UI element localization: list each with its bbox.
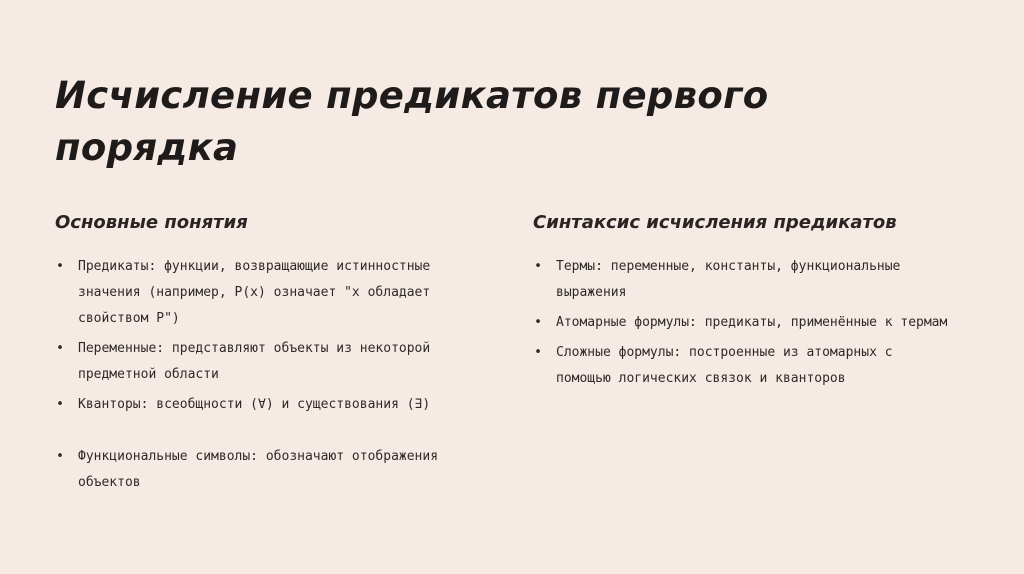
bullet-icon: •	[56, 397, 64, 412]
list-item-text: Функциональные символы: обозначают отображения объектов	[78, 449, 439, 490]
list-item	[533, 310, 953, 336]
list-item	[55, 444, 475, 496]
predicate-syntax-heading: Синтаксис исчисления предикатов	[533, 212, 897, 233]
list-item-text: Переменные: представляют объекты из некоторой предметной области	[78, 341, 431, 382]
list-item	[55, 336, 475, 388]
list-item-text: Кванторы: всеобщности (∀) и существования (∃)	[78, 397, 431, 412]
list-item	[55, 254, 475, 332]
basic-concepts-column	[55, 210, 475, 500]
basic-concepts-list	[55, 254, 475, 496]
basic-concepts-heading: Основные понятия	[55, 212, 248, 233]
slide-title: Исчисление предикатов первого порядка	[55, 74, 769, 169]
bullet-icon: •	[534, 259, 542, 274]
list-item-text: Термы: переменные, константы, функциональные выражения	[556, 259, 901, 300]
bullet-icon: •	[534, 315, 542, 330]
bullet-icon: •	[56, 341, 64, 356]
predicate-syntax-list	[533, 254, 953, 392]
list-item	[55, 392, 475, 418]
list-item	[533, 254, 953, 306]
list-item	[533, 340, 953, 392]
bullet-icon: •	[534, 345, 542, 360]
predicate-syntax-column	[533, 210, 953, 396]
bullet-icon: •	[56, 259, 64, 274]
list-item-text: Атомарные формулы: предикаты, применённые к термам	[556, 315, 948, 330]
list-item-text: Сложные формулы: построенные из атомарных с помощью логических связок и кванторов	[556, 345, 893, 386]
list-item-text: Предикаты: функции, возвращающие истинностные значения (например, P(x) означает "x обладает свойством P")	[78, 259, 431, 326]
bullet-icon: •	[56, 449, 64, 464]
